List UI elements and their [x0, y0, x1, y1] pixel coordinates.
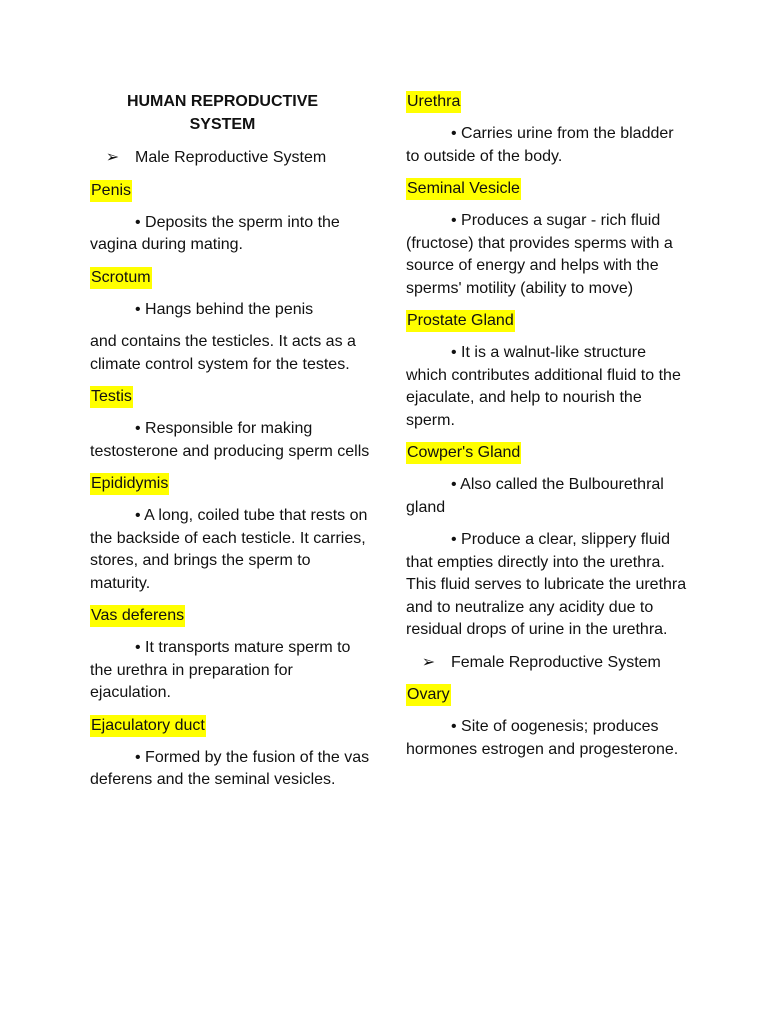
section-vas-deferens	[90, 605, 375, 705]
section-scrotum	[90, 267, 375, 377]
description: • It is a walnut-like structure which contributes additional fluid to the ejaculate, and help to nourish the sperm.	[406, 344, 681, 429]
section-epididymis	[90, 473, 375, 595]
description: • Site of oogenesis; produces hormones estrogen and progesterone.	[406, 718, 679, 758]
section-ovary	[406, 684, 691, 761]
section-penis	[90, 180, 375, 257]
description: • Deposits the sperm into the vagina during mating.	[90, 213, 340, 253]
arrow-bullet-icon: ➢	[421, 653, 436, 671]
description: • Produces a sugar - rich fluid (fructose) that provides sperms with a source of energy and helps with the sperms' motility (ability to move)	[406, 212, 673, 297]
term-highlight: Ovary	[406, 684, 451, 706]
section-testis	[90, 386, 375, 463]
left-column	[90, 91, 375, 802]
description: • A long, coiled tube that rests on the backside of each testicle. It carries, stores, and brings the sperm to maturity.	[90, 507, 368, 592]
section-urethra	[406, 91, 691, 168]
title-line-2: SYSTEM	[189, 115, 256, 133]
section-ejaculatory-duct	[90, 715, 375, 792]
term-highlight: Prostate Gland	[406, 310, 515, 332]
description: • Produce a clear, slippery fluid that empties directly into the urethra. This fluid serves to lubricate the urethra and to neutralize any acidity due to residual drops of urine in the urethra.	[406, 531, 687, 638]
right-column	[406, 91, 691, 771]
arrow-bullet-icon: ➢	[105, 149, 120, 166]
description: • Responsible for making testosterone and producing sperm cells	[90, 420, 370, 460]
term-highlight: Testis	[90, 386, 133, 408]
term-highlight: Epididymis	[90, 473, 169, 495]
description: • Formed by the fusion of the vas deferens and the seminal vesicles.	[90, 748, 370, 788]
term-highlight: Scrotum	[90, 267, 152, 289]
term-highlight: Seminal Vesicle	[406, 178, 521, 200]
female-system-label: Female Reproductive System	[451, 653, 661, 671]
description: • Also called the Bulbourethral gland	[406, 476, 664, 516]
male-system-heading	[90, 147, 375, 170]
title-line-1: HUMAN REPRODUCTIVE	[126, 93, 319, 110]
term-highlight: Penis	[90, 180, 132, 202]
term-highlight: Vas deferens	[90, 605, 185, 627]
description: • It transports mature sperm to the urethra in preparation for ejaculation.	[90, 639, 351, 701]
section-prostate-gland	[406, 310, 691, 432]
female-system-heading	[406, 652, 691, 675]
description-continued: and contains the testicles. It acts as a climate control system for the testes.	[90, 333, 356, 373]
male-system-label: Male Reproductive System	[135, 149, 327, 166]
term-highlight: Ejaculatory duct	[90, 715, 206, 737]
term-highlight: Cowper's Gland	[406, 442, 521, 464]
section-seminal-vesicle	[406, 178, 691, 300]
description: • Carries urine from the bladder to outside of the body.	[406, 125, 674, 165]
section-cowpers-gland	[406, 442, 691, 642]
description: • Hangs behind the penis	[135, 300, 314, 318]
page-title	[90, 91, 355, 136]
term-highlight: Urethra	[406, 91, 461, 113]
